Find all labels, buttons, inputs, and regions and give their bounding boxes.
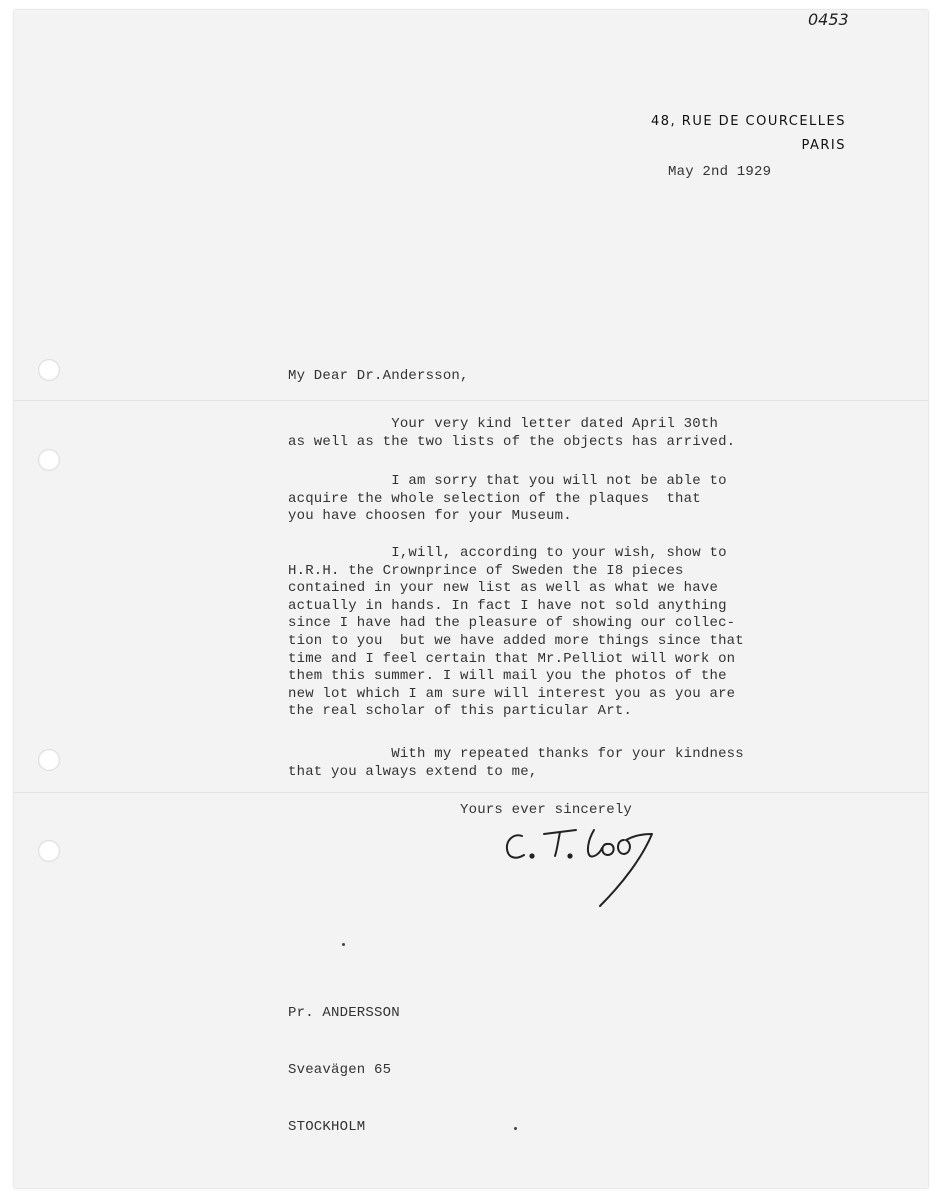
punch-hole [38, 749, 60, 771]
paper-speck [342, 943, 345, 946]
recipient-street: Sveavägen 65 [288, 1062, 392, 1078]
fold-line [14, 792, 928, 793]
closing: Yours ever sincerely [460, 802, 633, 818]
letterhead-city: PARIS [801, 138, 846, 153]
punch-hole [38, 840, 60, 862]
letterhead-address: 48, RUE DE COURCELLES [650, 114, 846, 129]
paragraph-2: I am sorry that you will not be able to acquire the whole selection of the plaques that you have choosen for your Museum. [288, 473, 727, 525]
letter-date: May 2nd 1929 [668, 164, 772, 180]
paper-speck [514, 1127, 517, 1130]
punch-hole [38, 359, 60, 381]
punch-hole [38, 449, 60, 471]
paragraph-1: Your very kind letter dated April 30th as well as the two lists of the objects has arrived. [288, 416, 736, 450]
letterhead [651, 110, 846, 158]
paragraph-3: I,will, according to your wish, show to H.R.H. the Crownprince of Sweden the I8 pieces contained in your new list as well as what we have actually in hands. In fact I have not sold anything since I have had the pleasure of showing our collec- tion to you but we have added more things since that time and I feel certain that Mr.Pelliot will work on them this summer. I will mail you the photos of the new lot which I am sure will interest you as you are the real scholar of this particular Art. [288, 545, 744, 720]
salutation: My Dear Dr.Andersson, [288, 368, 469, 384]
paragraph-4: With my repeated thanks for your kindness that you always extend to me, [288, 746, 744, 780]
fold-line [14, 400, 928, 401]
archive-number: 0453 [808, 10, 849, 29]
recipient-address [288, 966, 400, 1156]
recipient-name: Pr. ANDERSSON [288, 1005, 400, 1021]
signature [500, 822, 680, 912]
recipient-city: STOCKHOLM [288, 1119, 366, 1135]
